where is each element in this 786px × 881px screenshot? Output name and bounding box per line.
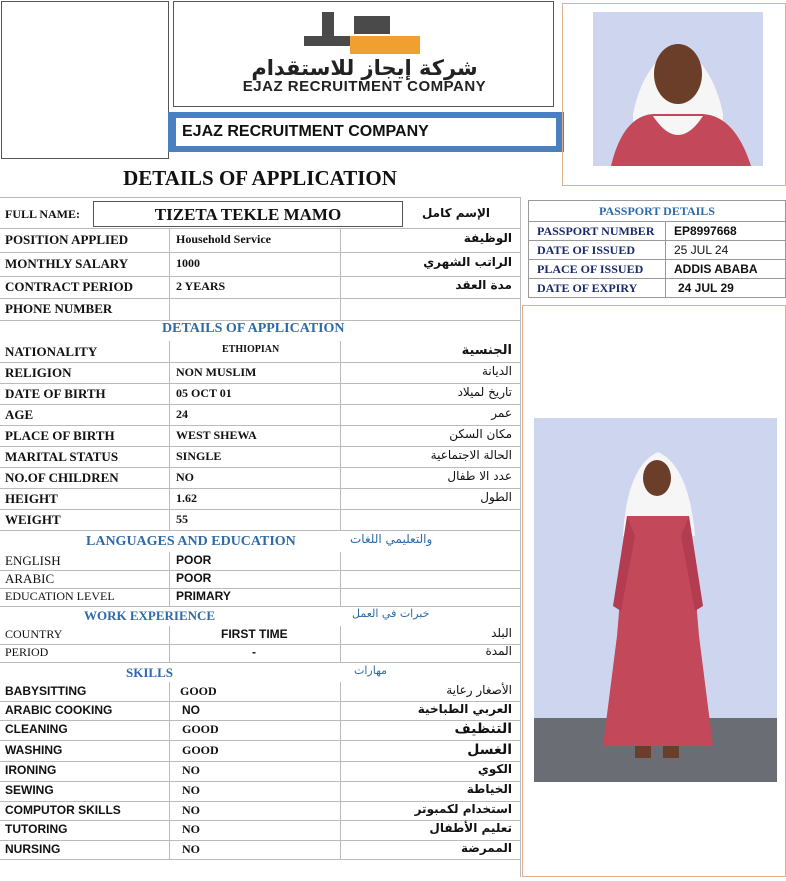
column-divider <box>169 552 170 570</box>
column-divider <box>169 701 170 720</box>
field-label: IRONING <box>5 763 57 777</box>
company-banner <box>168 112 564 152</box>
passport-label: DATE OF EXPIRY <box>529 279 666 298</box>
full-name-row <box>0 200 520 229</box>
column-divider <box>340 341 341 362</box>
column-divider <box>169 761 170 781</box>
field-arabic-label: الممرضة <box>460 840 512 855</box>
field-value: 1000 <box>176 256 200 270</box>
column-divider <box>340 276 341 298</box>
field-value: 05 OCT 01 <box>176 385 232 400</box>
column-divider <box>169 404 170 425</box>
field-label: PLACE OF BIRTH <box>5 427 115 443</box>
field-label: CONTRACT PERIOD <box>5 279 133 294</box>
column-divider <box>169 644 170 662</box>
column-divider <box>340 588 341 606</box>
passport-value: EP8997668 <box>666 222 786 241</box>
field-label: MARITAL STATUS <box>5 448 119 464</box>
work-heading: WORK EXPERIENCE <box>84 608 216 623</box>
field-arabic-label: الحالة الاجتماعية <box>430 447 512 462</box>
field-value: PRIMARY <box>176 589 231 603</box>
passport-value: 24 JUL 29 <box>666 279 786 298</box>
column-divider <box>169 446 170 467</box>
field-arabic-label: استخدام لكمبوتر <box>414 801 512 816</box>
column-divider <box>340 467 341 488</box>
field-arabic-label: الجنسية <box>461 342 512 358</box>
logo-arabic-text: شركة إيجاز للاستقدام <box>251 56 478 80</box>
field-value: NO <box>182 783 200 797</box>
full-name-arabic: الإسم كامل <box>421 206 490 220</box>
column-divider <box>169 820 170 840</box>
column-divider <box>340 552 341 570</box>
field-value: WEST SHEWA <box>176 427 257 442</box>
field-label: EDUCATION LEVEL <box>5 589 115 603</box>
column-divider <box>169 341 170 362</box>
column-divider <box>340 446 341 467</box>
personal-row-monthly-salary <box>0 252 520 277</box>
portrait-image <box>563 4 785 185</box>
field-arabic-label: الكوي <box>477 762 512 776</box>
column-divider <box>340 404 341 425</box>
passport-table <box>528 221 786 298</box>
column-divider <box>340 820 341 840</box>
column-divider <box>169 740 170 761</box>
field-value: 1.62 <box>176 490 197 505</box>
field-arabic-label: الغسل <box>467 741 512 758</box>
detail-row-age <box>0 404 520 426</box>
column-divider <box>340 761 341 781</box>
field-label: PERIOD <box>5 645 49 659</box>
field-arabic-label: عمر <box>491 405 512 420</box>
work-row-period <box>0 644 520 663</box>
column-divider <box>169 228 170 252</box>
column-divider <box>169 252 170 276</box>
personal-row-contract-period <box>0 276 520 299</box>
passport-row-date-of-issued <box>529 241 786 260</box>
field-value: NO <box>182 822 200 836</box>
field-value: 55 <box>176 511 188 526</box>
field-value: NO <box>182 841 200 856</box>
field-value: 2 YEARS <box>176 279 226 293</box>
column-divider <box>340 840 341 859</box>
column-divider <box>169 467 170 488</box>
field-label: HEIGHT <box>5 490 58 506</box>
column-divider <box>340 626 341 644</box>
column-divider <box>169 801 170 820</box>
field-value: ETHIOPIAN <box>222 343 280 355</box>
detail-row-date-of-birth <box>0 383 520 405</box>
passport-value: ADDIS ABABA <box>666 260 786 279</box>
field-arabic-label: تاريخ لميلاد <box>457 384 512 399</box>
column-divider <box>340 781 341 801</box>
column-divider <box>340 801 341 820</box>
field-value: NON MUSLIM <box>176 364 257 379</box>
field-label: BABYSITTING <box>5 683 87 698</box>
field-label: DATE OF BIRTH <box>5 385 106 401</box>
skill-row-nursing <box>0 840 520 860</box>
languages-heading: LANGUAGES AND EDUCATION <box>86 534 296 549</box>
skill-row-sewing <box>0 781 520 802</box>
column-divider <box>169 720 170 740</box>
field-label: PHONE NUMBER <box>5 301 113 316</box>
skill-row-ironing <box>0 761 520 782</box>
field-value: POOR <box>176 553 212 567</box>
field-arabic-label: الوظيفة <box>463 231 512 245</box>
passport-label: DATE OF ISSUED <box>529 241 666 260</box>
skill-row-washing <box>0 740 520 762</box>
passport-details <box>528 200 786 298</box>
column-divider <box>340 720 341 740</box>
column-divider <box>169 488 170 509</box>
passport-row-date-of-expiry <box>529 279 786 298</box>
field-value: GOOD <box>182 742 219 757</box>
field-label: MONTHLY SALARY <box>5 256 129 271</box>
field-value: NO <box>176 469 194 484</box>
field-arabic-label: المدة <box>485 644 512 658</box>
skill-row-babysitting <box>0 682 520 702</box>
column-divider <box>340 425 341 446</box>
field-value: SINGLE <box>176 448 222 463</box>
field-value: POOR <box>176 571 212 585</box>
passport-value: 25 JUL 24 <box>666 241 786 260</box>
field-value: GOOD <box>182 722 219 736</box>
column-divider <box>169 383 170 404</box>
skills-heading: SKILLS <box>126 665 173 680</box>
passport-heading: PASSPORT DETAILS <box>528 200 786 221</box>
field-value: FIRST TIME <box>221 627 288 641</box>
column-divider <box>340 740 341 761</box>
skill-row-tutoring <box>0 820 520 841</box>
field-label: ARABIC <box>5 571 55 586</box>
column-divider <box>340 383 341 404</box>
column-divider <box>340 682 341 701</box>
field-arabic-label: الطول <box>480 489 512 504</box>
field-arabic-label: البلد <box>491 626 512 640</box>
field-arabic-label: الراتب الشهري <box>423 255 512 269</box>
field-value: Household Service <box>176 232 271 246</box>
column-divider <box>340 228 341 252</box>
column-divider <box>169 840 170 859</box>
field-value: NO <box>182 702 200 717</box>
detail-row-place-of-birth <box>0 425 520 447</box>
full-name-label: FULL NAME: <box>5 207 80 221</box>
field-label: RELIGION <box>5 364 72 380</box>
field-label: SEWING <box>5 783 54 797</box>
full-body-photo <box>522 305 786 877</box>
field-label: WEIGHT <box>5 511 61 527</box>
skill-row-arabic-cooking <box>0 701 520 721</box>
field-label: POSITION APPLIED <box>5 232 129 247</box>
passport-label: PASSPORT NUMBER <box>529 222 666 241</box>
field-label: ENGLISH <box>5 553 61 568</box>
logo-mark-icon <box>302 10 422 58</box>
field-label: AGE <box>5 406 34 422</box>
details-heading: DETAILS OF APPLICATION <box>162 321 345 336</box>
language-row-english <box>0 552 520 571</box>
field-value: 24 <box>176 406 188 421</box>
column-divider <box>340 488 341 509</box>
work-row-country <box>0 626 520 645</box>
field-arabic-label: الديانة <box>481 363 512 378</box>
detail-row-height <box>0 488 520 510</box>
field-label: CLEANING <box>5 722 68 736</box>
field-label: COUNTRY <box>5 627 63 641</box>
field-value: - <box>252 645 256 659</box>
field-label: NATIONALITY <box>5 343 98 359</box>
full-name-box <box>93 201 403 227</box>
column-divider <box>340 298 341 320</box>
field-label: COMPUTOR SKILLS <box>5 802 121 817</box>
language-row-education-level <box>0 588 520 607</box>
column-divider <box>340 362 341 383</box>
column-divider <box>340 252 341 276</box>
field-arabic-label: الخياطة <box>466 782 512 796</box>
company-logo <box>173 1 554 107</box>
column-divider <box>169 682 170 701</box>
column-divider <box>169 588 170 606</box>
page-title: DETAILS OF APPLICATION <box>123 166 397 190</box>
logo-english-text: EJAZ RECRUITMENT COMPANY <box>242 78 487 95</box>
language-row-arabic <box>0 570 520 589</box>
detail-row-religion <box>0 362 520 384</box>
field-arabic-label: العربي الطباخية <box>417 701 512 716</box>
column-divider <box>169 626 170 644</box>
column-divider <box>169 570 170 588</box>
field-arabic-label: عدد الا طفال <box>447 468 512 483</box>
field-arabic-label: مدة العقد <box>455 278 512 292</box>
detail-row-no-of-children <box>0 467 520 489</box>
field-label: WASHING <box>5 742 63 757</box>
field-value: GOOD <box>180 683 217 698</box>
column-divider <box>340 509 341 530</box>
detail-row-weight <box>0 509 520 531</box>
photo-placeholder-box <box>1 1 169 159</box>
field-label: NURSING <box>5 841 61 856</box>
skills-heading-arabic: مهارات <box>354 664 388 677</box>
personal-row-position-applied <box>0 228 520 253</box>
column-divider <box>169 509 170 530</box>
field-arabic-label: مكان السكن <box>449 426 512 441</box>
field-value: NO <box>182 802 200 817</box>
column-divider <box>169 781 170 801</box>
column-divider <box>340 644 341 662</box>
work-heading-arabic: خبرات في العمل <box>352 607 430 620</box>
field-value: NO <box>182 763 200 777</box>
column-divider <box>340 570 341 588</box>
portrait-photo <box>562 3 786 186</box>
column-divider <box>169 276 170 298</box>
column-divider <box>169 425 170 446</box>
field-arabic-label: التنظيف <box>454 721 512 737</box>
banner-text: EJAZ RECRUITMENT COMPANY <box>176 118 556 146</box>
field-label: ARABIC COOKING <box>5 702 113 717</box>
field-label: TUTORING <box>5 822 68 836</box>
column-divider <box>169 298 170 320</box>
passport-label: PLACE OF ISSUED <box>529 260 666 279</box>
column-divider <box>340 701 341 720</box>
field-label: NO.OF CHILDREN <box>5 469 119 485</box>
skill-row-cleaning <box>0 720 520 741</box>
personal-row-phone-number <box>0 298 520 321</box>
full-body-image <box>523 306 785 876</box>
passport-row-place-of-issued <box>529 260 786 279</box>
skill-row-computor-skills <box>0 801 520 821</box>
field-arabic-label: تعليم الأطفال <box>429 821 512 835</box>
passport-row-passport-number <box>529 222 786 241</box>
languages-heading-arabic: والتعليمي اللغات <box>350 532 433 546</box>
column-divider <box>169 362 170 383</box>
detail-row-nationality <box>0 341 520 363</box>
detail-row-marital-status <box>0 446 520 468</box>
field-arabic-label: الأصغار رعاية <box>446 682 512 697</box>
full-name-value: TIZETA TEKLE MAMO <box>154 205 342 224</box>
